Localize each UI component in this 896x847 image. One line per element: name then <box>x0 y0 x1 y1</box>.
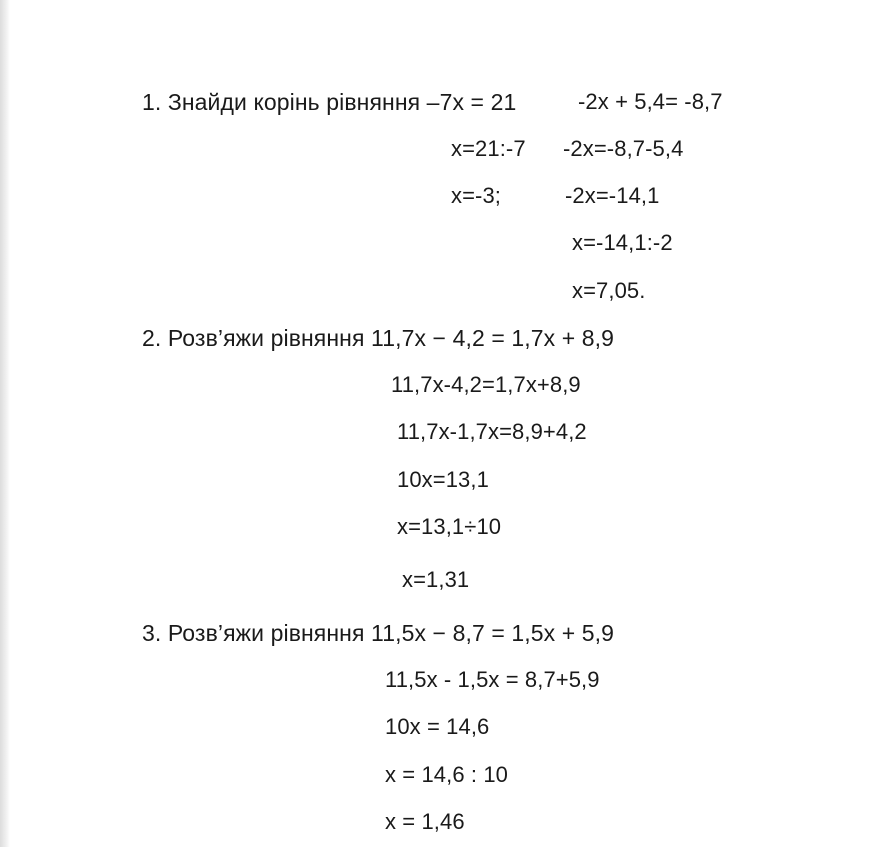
task1-eq-b-step3: x=-14,1:-2 <box>572 230 673 255</box>
task3-step: 11,5x - 1,5x = 8,7+5,9 <box>385 667 600 692</box>
task3-step: x = 14,6 : 10 <box>385 762 508 787</box>
page-edge-shadow <box>0 0 10 847</box>
task3-heading: 3. Розв’яжи рівняння 11,5x − 8,7 = 1,5x + 5,9 <box>142 620 615 646</box>
task1-eq-b-step4: x=7,05. <box>572 278 646 303</box>
task2-step: 10x=13,1 <box>397 467 489 492</box>
task2-heading: 2. Розв’яжи рівняння 11,7x − 4,2 = 1,7x + 8,9 <box>142 325 615 351</box>
task1-heading: 1. Знайди корінь рівняння –7x = 21 <box>142 89 517 115</box>
task1-eq-b-step2: -2x=-14,1 <box>565 183 660 208</box>
task1-eq-a-step2: x=-3; <box>451 183 502 208</box>
task2-step: 11,7x-4,2=1,7x+8,9 <box>391 372 581 397</box>
document-page <box>10 0 896 847</box>
task2-step: x=13,1÷10 <box>397 514 502 539</box>
task3-step: 10x = 14,6 <box>385 714 490 739</box>
task2-step: x=1,31 <box>402 567 470 592</box>
task3-step: x = 1,46 <box>385 809 465 834</box>
task2-step: 11,7x-1,7x=8,9+4,2 <box>397 419 587 444</box>
task1-eq-b-step1: -2x=-8,7-5,4 <box>563 136 684 161</box>
task1-eq-a-step1: x=21:-7 <box>451 136 526 161</box>
task1-equation-b: -2x + 5,4= -8,7 <box>578 89 723 114</box>
